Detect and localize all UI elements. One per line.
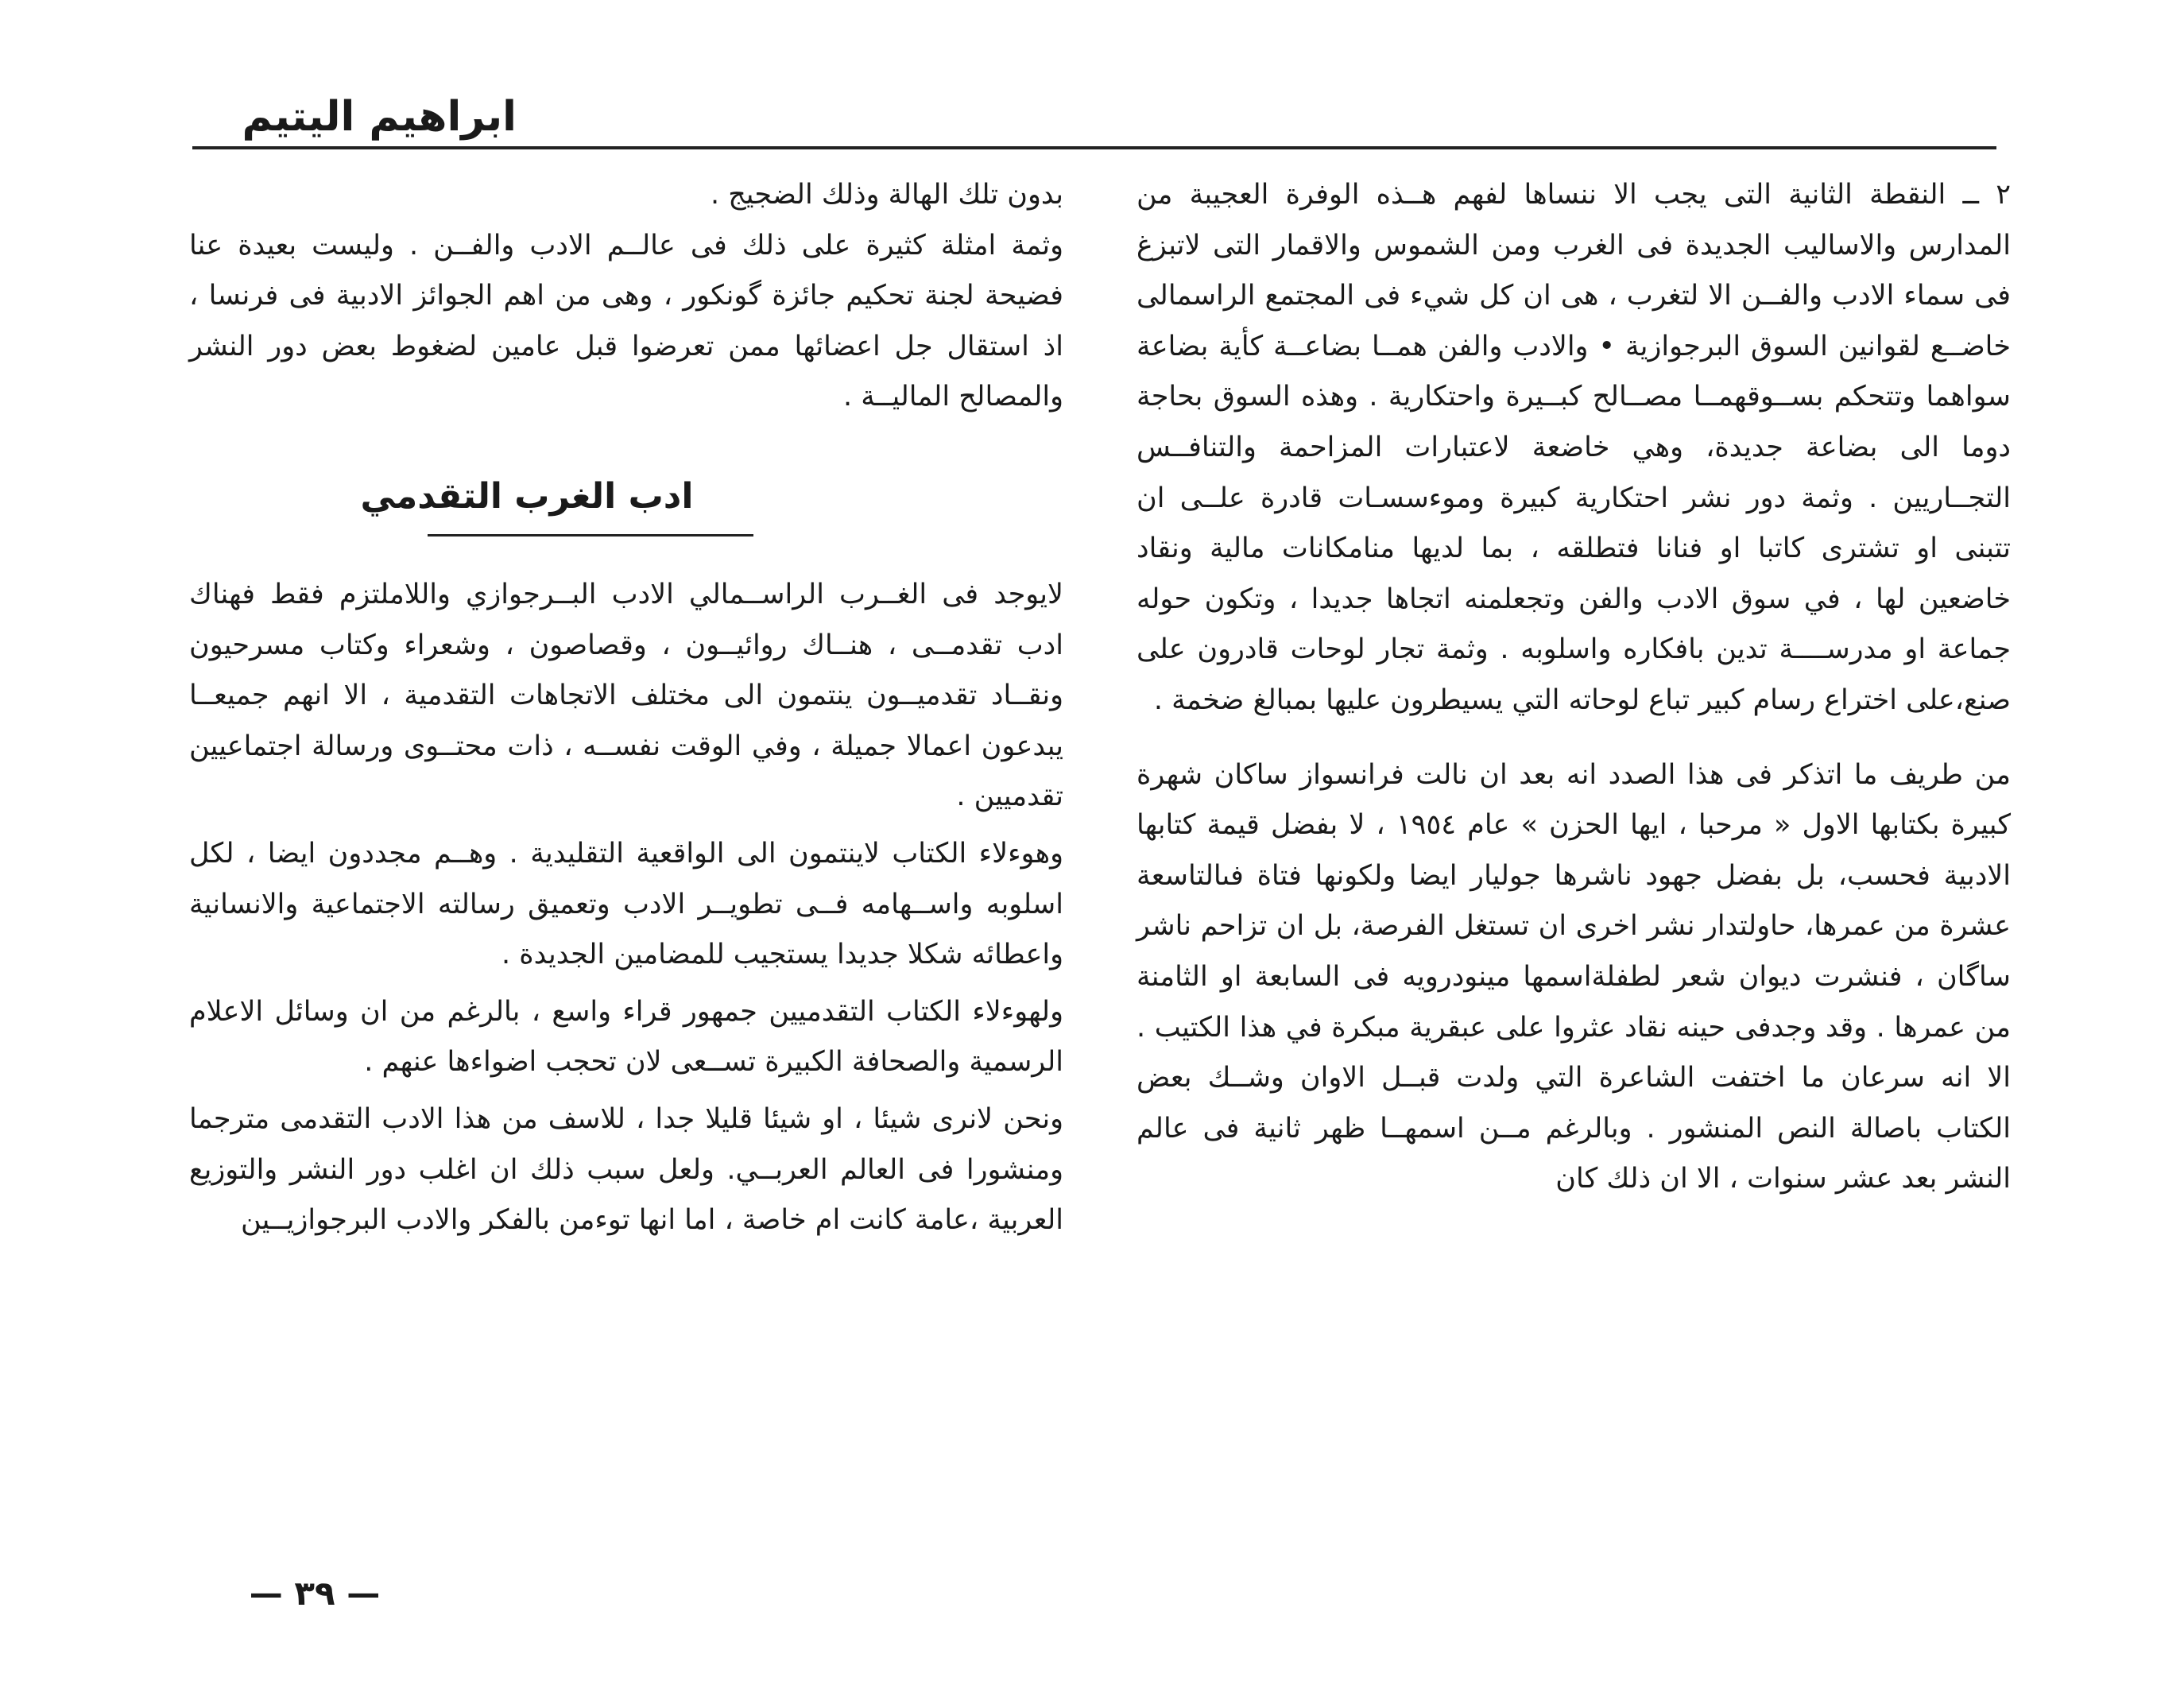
page-number: — ٣٩ —: [249, 1574, 381, 1613]
running-header-title: ابراهيم اليتيم: [242, 93, 517, 141]
paragraph: بدون تلك الهالة وذلك الضجيج .: [710, 179, 1063, 211]
paragraph: وثمة امثلة كثيرة على ذلك فى عالــم الادب والفــن . وليست بعيدة عنا فضيحة لجنة تحكيم جائزة گونكور ، وهى من اهم الجوائز الادبية فى فرنسا ، اذ استقال جل اعضائها ممن تعرضوا قبل عامين لضغوط بعض دور النشر والمصالح الماليــة .: [189, 229, 1063, 413]
left-column: [189, 170, 1063, 1246]
paragraph: لايوجد فى الغــرب الراســمالي الادب البــرجوازي واللاملتزم فقط فهناك ادب تقدمــى ، هنــاك روائيــون ، وقصاصون ، وشعراء وكتاب مسرحيون ونقــاد تقدميــون ينتمون الى مختلف الاتجاهات التقدمية ، الا انهم جميعــا يبدعون اعمالا جميلة ، وفي الوقت نفســه ، ذات محتــوى ورسالة اجتماعيين تقدميين .: [189, 578, 1063, 813]
section-heading: ادب الغرب التقدمي: [360, 475, 694, 517]
header-rule: [192, 146, 1996, 149]
paragraph: من طريف ما اتذكر فى هذا الصدد انه بعد ان نالت فرانسواز ساكان شهرة كبيرة بكتابها الاول « مرحبا ، ايها الحزن » عام ١٩٥٤ ، لا بفضل قيمة كتابها الادبية فحسب، بل بفضل جهود ناشرها جوليار ايضا ولكونها فتاة فىالتاسعة عشرة من عمرها، حاولتدار نشر اخرى ان تستغل الفرصة، بل ان تزاحم ناشر ساگان ، فنشرت ديوان شعر لطفلةاسمها مينودرويه فى السابعة او الثامنة من عمرها . وقد وجدفى حينه نقاد عثروا على عبقرية مبكرة في هذا الكتيب . الا انه سرعان ما اختفت الشاعرة التي ولدت قبــل الاوان وشــك بعض الكتاب باصالة النص المنشور . وبالرغم مــن اسمهــا ظهر ثانية فى عالم النشر بعد عشر سنوات ، الا ان ذلك كان: [1137, 758, 2011, 1195]
paragraph: ولهوءلاء الكتاب التقدميين جمهور قراء واسع ، بالرغم من ان وسائل الاعلام الرسمية والصحافة الكبيرة تســعى لان تحجب اضواءها عنهم .: [189, 995, 1063, 1079]
paragraph: ونحن لانرى شيئا ، او شيئا قليلا جدا ، للاسف من هذا الادب التقدمى مترجما ومنشورا فى العالم العربــي. ولعل سبب ذلك ان اغلب دور النشر والتوزيع العربية ،عامة كانت ام خاصة ، اما انها توءمن بالفكر والادب البرجوازيــين: [189, 1102, 1063, 1237]
section-heading-rule: [428, 534, 753, 536]
right-column: [1137, 170, 2011, 1205]
paragraph: ٢ ــ النقطة الثانية التى يجب الا ننساها لفهم هــذه الوفرة العجيبة من المدارس والاساليب الجديدة فى الغرب ومن الشموس والاقمار التى لاتبزغ فى سماء الادب والفــن الا لتغرب ، هى ان كل شيء فى المجتمع الراسمالى خاضــع لقوانين السوق البرجوازية • والادب والفن همــا بضاعــة كأية بضاعة سواهما وتتحكم بســوقهمــا مصــالح كبــيرة واحتكارية . وهذه السوق بحاجة دوما الى بضاعة جديدة، وهي خاضعة لاعتبارات المزاحمة والتنافــس التجــاريين . وثمة دور نشر احتكارية كبيرة وموءسسـات قادرة علــى ان تتبنى او تشترى كاتبا او فنانا فتطلقه ، بما لديها منامكانات مالية ونقاد خاضعين لها ، في سوق الادب والفن وتجعلمنه اتجاها جديدا ، وتكون حوله جماعة او مدرســــة تدين بافكاره واسلوبه . وثمة تجار لوحات قادرون على صنع،على اختراع رسام كبير تباع لوحاته التي يسيطرون عليها بمبالغ ضخمة .: [1137, 179, 2011, 716]
paragraph: وهوءلاء الكتاب لاينتمون الى الواقعية التقليدية . وهــم مجددون ايضا ، لكل اسلوبه واســهامه فــى تطويــر الادب وتعميق رسالته الاجتماعية والانسانية واعطائه شكلا جديدا يستجيب للمضامين الجديدة .: [189, 837, 1063, 971]
